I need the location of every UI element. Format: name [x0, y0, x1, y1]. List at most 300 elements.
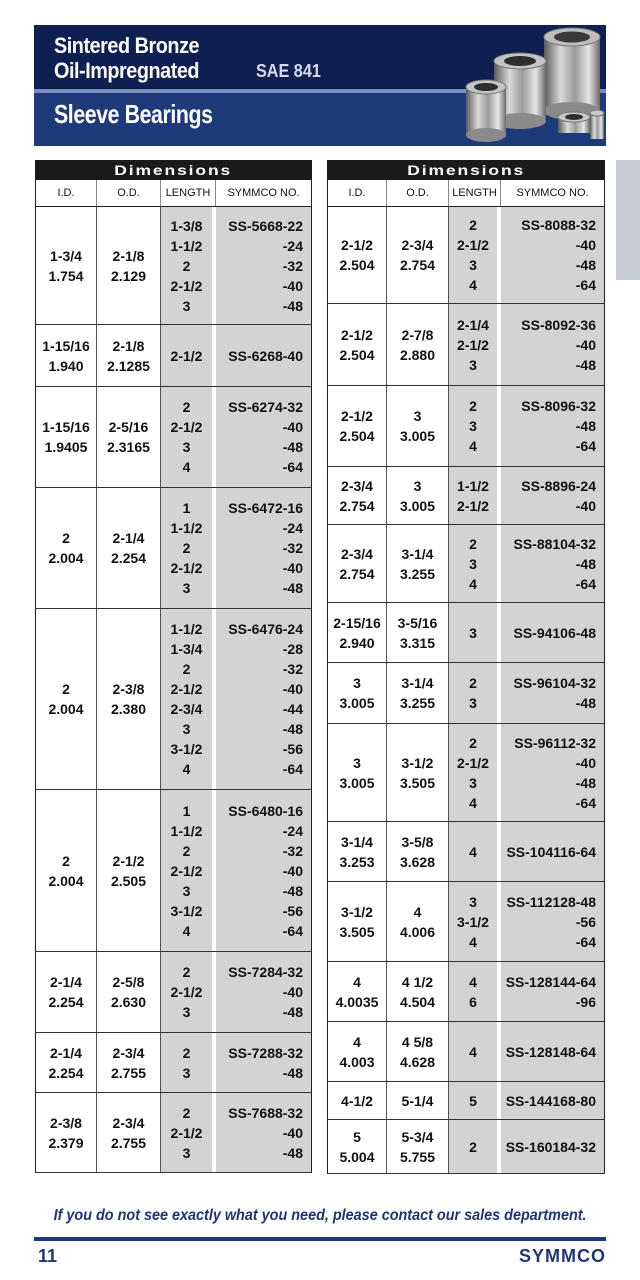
cell-value: 2-1/2 — [170, 347, 203, 364]
cell-value: 2 — [182, 1104, 191, 1121]
cell-value: SS-6472-16 — [228, 500, 303, 516]
col-header-od: O.D. — [97, 180, 161, 206]
cell-value: 2 — [469, 398, 477, 414]
brand-name: SYMMCO — [519, 1246, 606, 1266]
cell-value: -40 — [282, 862, 303, 879]
cell-value: 4.504 — [399, 993, 436, 1010]
cell-value: 4 — [182, 459, 191, 475]
cell-value: SS-96104-32 — [513, 675, 596, 691]
cell-value: 6 — [469, 993, 477, 1010]
cell-value: 3.005 — [399, 428, 436, 444]
col-header-symmco-no: SYMMCO NO. — [227, 187, 300, 199]
cell-value: 1-15/16 — [42, 337, 90, 354]
id-cell — [328, 304, 387, 385]
table-row — [327, 663, 605, 724]
cell-value: 2-1/2 — [170, 862, 203, 879]
cell-value: 1-3/8 — [170, 217, 203, 234]
cell-value: -48 — [282, 1004, 303, 1020]
cell-value: 2 — [62, 530, 70, 546]
symmco-no-cell — [216, 325, 311, 386]
cell-value: 4.628 — [399, 1053, 436, 1070]
cell-value: 4-1/2 — [341, 1092, 373, 1109]
cell-value: -40 — [282, 984, 303, 1000]
cell-value: 4 — [353, 1033, 361, 1050]
cell-value: 4 — [469, 575, 477, 592]
cell-value: 2.254 — [110, 550, 147, 566]
cell-value: 3.315 — [399, 634, 436, 651]
cell-value: 2.254 — [48, 1064, 84, 1081]
length-cell — [449, 962, 501, 1021]
dimensions-table-right — [327, 160, 605, 1174]
od-cell — [97, 207, 161, 324]
cell-value: 1-1/2 — [170, 520, 203, 536]
cell-value: -28 — [282, 641, 303, 657]
table-row — [35, 207, 312, 325]
cell-value: 3 — [182, 1144, 191, 1161]
cell-value: 3-5/16 — [397, 614, 438, 631]
cell-value: 4 — [469, 438, 477, 454]
id-cell — [328, 822, 387, 881]
cell-value: 3.253 — [339, 853, 375, 870]
cell-value: -56 — [282, 741, 303, 757]
cell-value: -48 — [282, 1064, 303, 1081]
od-cell — [387, 962, 449, 1021]
cell-value: -64 — [575, 277, 596, 293]
col-header-length: LENGTH — [161, 180, 216, 206]
catalog-header — [34, 25, 606, 146]
cell-value: 1.9405 — [44, 439, 88, 455]
cell-value: 4 — [182, 922, 191, 939]
id-cell — [36, 325, 97, 386]
cell-value: 5 — [353, 1128, 361, 1145]
col-header-id: I.D. — [328, 180, 387, 206]
length-cell — [161, 1033, 216, 1092]
symmco-no-cell — [501, 386, 604, 466]
id-cell — [36, 1033, 97, 1092]
cell-value: 2 — [469, 1138, 477, 1155]
cell-value: 2-3/4 — [112, 1114, 145, 1131]
cell-value: 4 — [182, 761, 191, 777]
cell-value: 3 — [182, 580, 191, 596]
cell-value: SS-8092-36 — [521, 316, 596, 333]
od-cell — [387, 467, 449, 524]
cell-value: 2-1/4 — [112, 530, 145, 546]
id-cell — [328, 663, 387, 723]
symmco-no-cell — [501, 207, 604, 303]
symmco-no-cell — [216, 387, 311, 487]
length-cell — [449, 304, 501, 385]
cell-value: 3 — [469, 418, 477, 434]
cell-value: -40 — [282, 560, 303, 576]
cell-value: 3.255 — [399, 565, 436, 582]
cell-value: 3-5/8 — [401, 833, 434, 850]
cell-value: SS-8088-32 — [521, 217, 596, 233]
cell-value: -48 — [282, 297, 303, 314]
symmco-no-cell — [501, 962, 604, 1021]
cell-value: 3 — [182, 721, 191, 737]
od-cell — [387, 882, 449, 961]
cell-value: 2-1/2 — [457, 754, 489, 771]
cell-value: -32 — [282, 661, 303, 677]
cell-value: -48 — [575, 418, 596, 434]
cell-value: 2-1/2 — [457, 336, 489, 353]
length-cell — [161, 207, 216, 324]
cell-value: 2.754 — [399, 257, 436, 273]
cell-value: 2-7/8 — [401, 326, 434, 343]
cell-value: -56 — [575, 913, 596, 930]
table-row — [327, 603, 605, 663]
cell-value: 2.004 — [48, 872, 84, 889]
cell-value: 2-1/2 — [341, 237, 373, 253]
symmco-no-cell — [501, 882, 604, 961]
cell-value: 2-1/2 — [170, 277, 203, 294]
cell-value: 2.129 — [110, 267, 147, 284]
cell-value: -56 — [282, 902, 303, 919]
id-cell — [328, 386, 387, 466]
cell-value: 3 — [469, 356, 477, 373]
cell-value: 2.379 — [48, 1134, 84, 1151]
symmco-no-cell — [216, 609, 311, 789]
od-cell — [387, 1120, 449, 1173]
table-row — [327, 724, 605, 822]
table-row — [327, 962, 605, 1022]
cell-value: -48 — [575, 695, 596, 711]
cell-value: SS-8896-24 — [521, 477, 596, 494]
cell-value: 2.3165 — [107, 439, 150, 455]
length-cell — [449, 467, 501, 524]
cell-value: 1-1/2 — [170, 237, 203, 254]
cell-value: SS-96112-32 — [514, 734, 596, 751]
cell-value: 4 — [469, 277, 477, 293]
length-cell — [161, 325, 216, 386]
cell-value: 3 — [413, 477, 422, 494]
cell-value: 1-1/2 — [457, 477, 489, 494]
cell-value: 5 — [469, 1092, 477, 1109]
cell-value: 5.004 — [339, 1148, 375, 1165]
cell-value: 1.754 — [48, 267, 84, 284]
cell-value: 2-3/8 — [112, 681, 145, 697]
id-cell — [328, 1120, 387, 1173]
cell-value: -40 — [575, 237, 596, 253]
id-cell — [328, 1082, 387, 1119]
cell-value: 3 — [182, 297, 191, 314]
id-cell — [36, 609, 97, 789]
dimensions-heading: Dimensions — [327, 160, 605, 180]
cell-value: 2-1/2 — [170, 419, 203, 435]
table-row — [35, 1093, 312, 1173]
od-cell — [97, 609, 161, 789]
cell-value: 3.505 — [339, 923, 375, 940]
cell-value: -40 — [575, 754, 596, 771]
od-cell — [387, 304, 449, 385]
cell-value: SS-7688-32 — [228, 1104, 303, 1121]
symmco-no-cell — [501, 1082, 604, 1119]
cell-value: -48 — [575, 356, 596, 373]
dimensions-table-left — [35, 160, 312, 1173]
cell-value: 3 — [469, 624, 477, 641]
cell-value: SS-6476-24 — [228, 621, 303, 637]
dimensions-heading: Dimensions — [35, 160, 312, 180]
id-cell — [328, 962, 387, 1021]
cell-value: 3 — [469, 695, 477, 711]
symmco-no-cell — [501, 603, 604, 662]
header-title-line1: Sintered Bronze — [54, 33, 200, 58]
cell-value: 2-1/2 — [457, 237, 489, 253]
id-cell — [36, 952, 97, 1032]
od-cell — [387, 1082, 449, 1119]
length-cell — [449, 525, 501, 602]
symmco-no-cell — [501, 724, 604, 821]
section-side-tab — [616, 160, 640, 280]
cell-value: -64 — [282, 761, 303, 777]
table-row — [35, 325, 312, 387]
length-cell — [449, 882, 501, 961]
od-cell — [97, 1093, 161, 1172]
cell-value: 3-1/4 — [401, 675, 434, 691]
cell-value: 3-1/2 — [170, 741, 203, 757]
cell-value: 2-1/2 — [170, 1124, 203, 1141]
id-cell — [36, 387, 97, 487]
length-cell — [161, 488, 216, 608]
cell-value: SS-144168-80 — [505, 1092, 596, 1109]
cell-value: 2 — [182, 661, 191, 677]
cell-value: -48 — [282, 439, 303, 455]
cell-value: 1-15/16 — [42, 419, 90, 435]
col-header-od: O.D. — [387, 180, 449, 206]
cell-value: -48 — [575, 774, 596, 791]
cell-value: -64 — [282, 922, 303, 939]
col-header-symmco-no: SYMMCO NO. — [516, 187, 589, 199]
length-cell — [449, 1120, 501, 1173]
cell-value: 3 — [353, 675, 361, 691]
cell-value: 5-3/4 — [401, 1128, 434, 1145]
table-body — [35, 207, 312, 1173]
cell-value: 2-1/4 — [457, 316, 489, 333]
cell-value: 3 — [182, 1064, 191, 1081]
col-header-length: LENGTH — [449, 180, 501, 206]
cell-value: 2-5/8 — [112, 974, 145, 990]
length-cell — [161, 1093, 216, 1172]
symmco-no-cell — [216, 1033, 311, 1092]
cell-value: 3-1/4 — [341, 833, 373, 850]
table-row — [327, 386, 605, 467]
od-cell — [97, 325, 161, 386]
cell-value: 2.504 — [339, 428, 375, 444]
cell-value: 4 — [469, 843, 477, 860]
cell-value: 3-1/2 — [457, 913, 489, 930]
cell-value: 2-3/4 — [112, 1044, 145, 1061]
cell-value: 1-3/4 — [50, 247, 82, 264]
cell-value: 3 — [182, 1004, 191, 1020]
column-header-row — [327, 180, 605, 207]
cell-value: 3 — [353, 754, 361, 771]
cell-value: 2.504 — [339, 346, 375, 363]
id-cell — [328, 882, 387, 961]
cell-value: 1-1/2 — [170, 822, 203, 839]
cell-value: 3.505 — [399, 774, 436, 791]
cell-value: 2.505 — [110, 872, 147, 889]
cell-value: -24 — [282, 520, 303, 536]
header-subtitle: Sleeve Bearings — [54, 99, 213, 129]
cell-value: 3-1/2 — [401, 754, 434, 771]
cell-value: 2.755 — [110, 1134, 147, 1151]
cell-value: 2-3/8 — [50, 1114, 82, 1131]
cell-value: 2 — [469, 535, 477, 552]
cell-value: 4 — [469, 1043, 477, 1060]
cell-value: 3 — [469, 257, 477, 273]
cell-value: 2 — [62, 681, 70, 697]
cell-value: 1 — [182, 500, 191, 516]
cell-value: 3.628 — [399, 853, 436, 870]
cell-value: -48 — [282, 882, 303, 899]
table-row — [35, 1033, 312, 1093]
id-cell — [328, 603, 387, 662]
length-cell — [449, 1022, 501, 1081]
length-cell — [449, 1082, 501, 1119]
table-row — [35, 488, 312, 609]
cell-value: 2.940 — [339, 634, 375, 651]
cell-value: 2 — [469, 734, 477, 751]
od-cell — [387, 724, 449, 821]
od-cell — [387, 822, 449, 881]
cell-value: 2-3/4 — [341, 477, 373, 494]
od-cell — [387, 386, 449, 466]
cell-value: -64 — [575, 794, 596, 811]
cell-value: 4 — [469, 794, 477, 811]
length-cell — [449, 663, 501, 723]
length-cell — [449, 603, 501, 662]
cell-value: -24 — [282, 237, 303, 254]
length-cell — [161, 952, 216, 1032]
symmco-no-cell — [501, 822, 604, 881]
cell-value: 1.940 — [48, 357, 84, 374]
cell-value: 2.380 — [110, 701, 147, 717]
cell-value: -40 — [282, 277, 303, 294]
symmco-no-cell — [216, 952, 311, 1032]
od-cell — [97, 387, 161, 487]
cell-value: -48 — [282, 580, 303, 596]
table-row — [35, 952, 312, 1033]
cell-value: 2 — [182, 399, 191, 415]
cell-value: 2-1/2 — [341, 408, 373, 424]
cell-value: 2-1/2 — [112, 852, 145, 869]
od-cell — [387, 207, 449, 303]
cell-value: SS-128144-64 — [505, 973, 596, 990]
cell-value: 3-1/4 — [401, 545, 434, 562]
cell-value: 3 — [182, 439, 191, 455]
column-header-row — [35, 180, 312, 207]
id-cell — [328, 1022, 387, 1081]
symmco-no-cell — [501, 304, 604, 385]
cell-value: 2 — [469, 675, 477, 691]
cell-value: SS-5668-22 — [228, 217, 303, 234]
id-cell — [328, 525, 387, 602]
cell-value: -64 — [575, 575, 596, 592]
cell-value: 2-1/4 — [50, 1044, 82, 1061]
cell-value: 2.880 — [399, 346, 436, 363]
table-row — [35, 387, 312, 488]
cell-value: 4.006 — [399, 923, 436, 940]
cell-value: 2-1/2 — [170, 984, 203, 1000]
cell-value: 5.755 — [399, 1148, 436, 1165]
cell-value: -48 — [282, 721, 303, 737]
bearing-product-photo — [446, 25, 606, 146]
id-cell — [328, 467, 387, 524]
cell-value: 4 — [469, 933, 477, 950]
cell-value: 2-3/4 — [401, 237, 434, 253]
cell-value: -48 — [282, 1144, 303, 1161]
length-cell — [161, 790, 216, 951]
cell-value: 2-1/2 — [457, 497, 489, 514]
cell-value: SS-7284-32 — [228, 964, 303, 980]
cell-value: 4 — [469, 973, 477, 990]
footer-rule — [34, 1237, 606, 1241]
cell-value: SS-6274-32 — [228, 399, 303, 415]
id-cell — [328, 724, 387, 821]
cell-value: 3-1/2 — [341, 903, 373, 920]
table-row — [327, 467, 605, 525]
cell-value: 1-3/4 — [170, 641, 203, 657]
id-cell — [36, 1093, 97, 1172]
cell-value: 3.005 — [399, 497, 436, 514]
length-cell — [449, 386, 501, 466]
header-title-line2: Oil-Impregnated — [54, 58, 200, 83]
cell-value: 2 — [182, 257, 191, 274]
cell-value: SS-88104-32 — [513, 535, 596, 552]
cell-value: SS-6480-16 — [228, 802, 303, 819]
cell-value: -40 — [282, 681, 303, 697]
cell-value: 4 5/8 — [401, 1033, 434, 1050]
cell-value: 4 — [353, 973, 361, 990]
cell-value: 2-1/2 — [341, 326, 373, 343]
cell-value: 4.0035 — [335, 993, 379, 1010]
cell-value: 3.005 — [339, 695, 375, 711]
cell-value: 5-1/4 — [401, 1092, 434, 1109]
cell-value: 2-1/8 — [112, 337, 145, 354]
od-cell — [97, 1033, 161, 1092]
cell-value: SS-6268-40 — [228, 347, 303, 364]
cell-value: 2-1/8 — [112, 247, 145, 264]
cell-value: 4 — [413, 903, 422, 920]
page-number: 11 — [38, 1246, 58, 1266]
cell-value: 2.1285 — [107, 357, 150, 374]
symmco-no-cell — [216, 1093, 311, 1172]
od-cell — [387, 663, 449, 723]
cell-value: 2.504 — [339, 257, 375, 273]
symmco-no-cell — [501, 1022, 604, 1081]
od-cell — [387, 525, 449, 602]
length-cell — [161, 609, 216, 789]
cell-value: 3 — [469, 774, 477, 791]
col-header-id: I.D. — [36, 180, 97, 206]
cell-value: 2-15/16 — [333, 614, 381, 631]
cell-value: -40 — [575, 336, 596, 353]
cell-value: 2.754 — [339, 565, 375, 582]
cell-value: 1-1/2 — [170, 621, 203, 637]
cell-value: SS-8096-32 — [521, 398, 596, 414]
cell-value: SS-94106-48 — [513, 624, 596, 641]
table-row — [327, 1022, 605, 1082]
cell-value: -32 — [282, 540, 303, 556]
table-row — [35, 609, 312, 790]
cell-value: 2 — [469, 217, 477, 233]
cell-value: SS-128148-64 — [505, 1043, 596, 1060]
cell-value: -44 — [282, 701, 303, 717]
od-cell — [97, 488, 161, 608]
cell-value: 2-3/4 — [341, 545, 373, 562]
symmco-no-cell — [501, 525, 604, 602]
symmco-no-cell — [216, 790, 311, 951]
